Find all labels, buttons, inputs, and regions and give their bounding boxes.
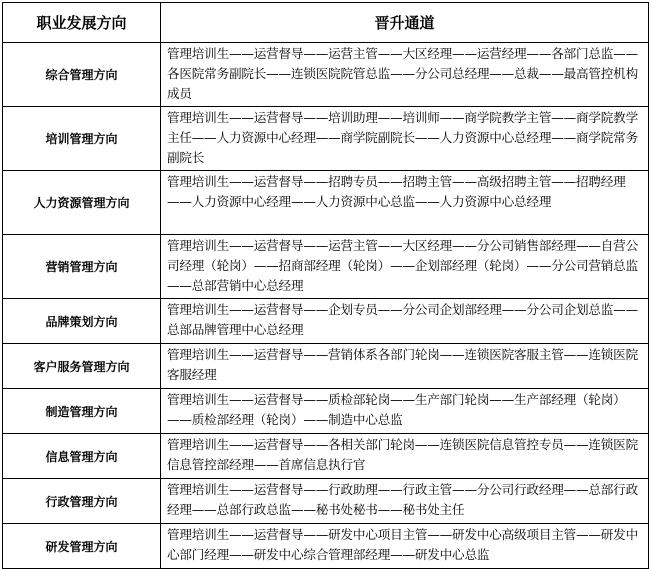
path-cell: 管理培训生——运营督导——招聘专员——招聘主管——高级招聘主管——招聘经理——人力资源中心经理——人力资源中心总监——人力资源中心总经理 bbox=[161, 171, 649, 235]
path-cell: 管理培训生——运营督导——质检部轮岗——生产部门轮岗——生产部经理（轮岗）——质检部经理（轮岗）——制造中心总监 bbox=[161, 389, 649, 434]
path-cell: 管理培训生——运营督导——行政助理——行政主管——分公司行政经理——总部行政经理——总部行政总监——秘书处秘书——秘书处主任 bbox=[161, 479, 649, 524]
path-cell: 管理培训生——运营督导——研发中心项目主管——研发中心高级项目主管——研发中心部门经理——研发中心综合管理部经理——研发中心总监 bbox=[161, 524, 649, 569]
table-row bbox=[3, 107, 649, 171]
table-row bbox=[3, 171, 649, 235]
direction-cell: 行政管理方向 bbox=[3, 479, 161, 524]
table-row bbox=[3, 43, 649, 107]
table-row bbox=[3, 524, 649, 569]
table-header bbox=[3, 3, 649, 43]
table-row bbox=[3, 479, 649, 524]
direction-cell: 制造管理方向 bbox=[3, 389, 161, 434]
table-row bbox=[3, 344, 649, 389]
header-row bbox=[3, 3, 649, 43]
career-path-table bbox=[2, 2, 649, 569]
direction-cell: 品牌策划方向 bbox=[3, 299, 161, 344]
table-row bbox=[3, 389, 649, 434]
table-body bbox=[3, 43, 649, 569]
path-cell: 管理培训生——运营督导——运营主管——大区经理——运营经理——各部门总监——各医院常务副院长——连锁医院院管总监——分公司总经理——总裁——最高管控机构成员 bbox=[161, 43, 649, 107]
table-row bbox=[3, 299, 649, 344]
header-path: 晋升通道 bbox=[161, 3, 649, 43]
path-cell: 管理培训生——运营督导——企划专员——分公司企划部经理——分公司企划总监——总部品牌管理中心总经理 bbox=[161, 299, 649, 344]
path-cell: 管理培训生——运营督导——营销体系各部门轮岗——连锁医院客服主管——连锁医院客服经理 bbox=[161, 344, 649, 389]
path-cell: 管理培训生——运营督导——各相关部门轮岗——连锁医院信息管控专员——连锁医院信息管控部经理——首席信息执行官 bbox=[161, 434, 649, 479]
path-cell: 管理培训生——运营督导——培训助理——培训师——商学院教学主管——商学院教学主任——人力资源中心经理——商学院副院长——人力资源中心总经理——商学院常务副院长 bbox=[161, 107, 649, 171]
direction-cell: 客户服务管理方向 bbox=[3, 344, 161, 389]
direction-cell: 营销管理方向 bbox=[3, 235, 161, 299]
direction-cell: 信息管理方向 bbox=[3, 434, 161, 479]
table-row bbox=[3, 434, 649, 479]
direction-cell: 研发管理方向 bbox=[3, 524, 161, 569]
direction-cell: 人力资源管理方向 bbox=[3, 171, 161, 235]
direction-cell: 培训管理方向 bbox=[3, 107, 161, 171]
table-row bbox=[3, 235, 649, 299]
path-cell: 管理培训生——运营督导——运营主管——大区经理——分公司销售部经理——自营公司经理（轮岗）——招商部经理（轮岗）——企划部经理（轮岗）——分公司营销总监——总部营销中心总经理 bbox=[161, 235, 649, 299]
direction-cell: 综合管理方向 bbox=[3, 43, 161, 107]
header-direction: 职业发展方向 bbox=[3, 3, 161, 43]
